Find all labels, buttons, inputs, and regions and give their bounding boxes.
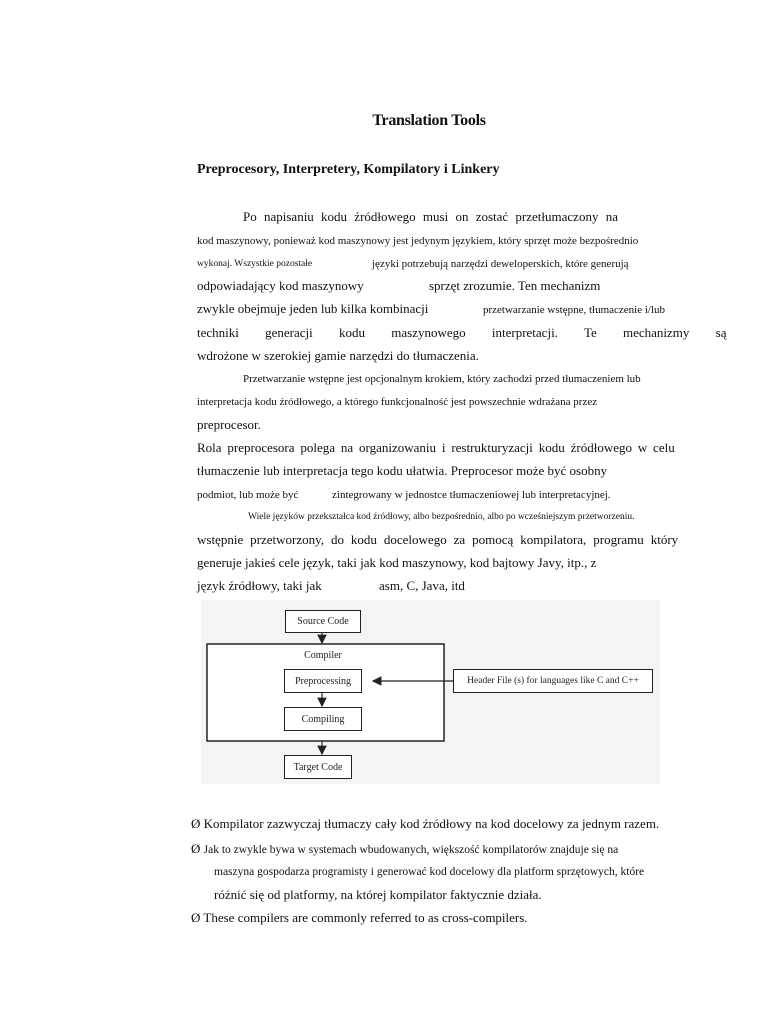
p3-line-3a: podmiot, lub może być: [197, 489, 299, 501]
compiling-box: Compiling: [284, 707, 362, 731]
text: Po napisaniu kodu źródłowego musi on zostać przetłumaczony na: [243, 209, 618, 224]
bullet-text: These compilers are commonly referred to as cross-compilers.: [203, 910, 528, 925]
p1-line-3b: języki potrzebują narzędzi deweloperskich, które generują: [372, 258, 629, 270]
p3-line-2: tłumaczenie lub interpretacja tego kodu ułatwia. Preprocesor może być osobny: [197, 463, 608, 478]
bullet-symbol: Ø: [191, 910, 201, 925]
p2-line-1: Przetwarzanie wstępne jest opcjonalnym krokiem, który zachodzi przed tłumaczeniem lub: [243, 373, 641, 385]
section-heading: Preprocesory, Interpretery, Kompilatory i Linkery: [197, 162, 500, 177]
p1-line-2: kod maszynowy, ponieważ kod maszynowy jest jedynym językiem, który sprzęt może bezpośrednio: [197, 235, 639, 247]
p4-line-4b: asm, C, Java, itd: [379, 578, 465, 593]
p4-line-2: wstępnie przetworzony, do kodu docelowego za pomocą kompilatora, programu który: [197, 532, 679, 547]
p2-line-2: interpretacja kodu źródłowego, a którego funkcjonalność jest powszechnie wdrażana przez: [197, 396, 598, 408]
p4-line-4a: język źródłowy, taki jak: [197, 578, 322, 593]
p1-line-5a: zwykle obejmuje jeden lub kilka kombinacji: [197, 301, 429, 316]
p4-line-3: generuje jakieś cele język, taki jak kod maszynowy, kod bajtowy Javy, itp., z: [197, 555, 597, 570]
preprocessing-box: Preprocessing: [284, 669, 362, 693]
p1-line-4a: odpowiadający kod maszynowy: [197, 278, 364, 293]
p1-line-3a: wykonaj. Wszystkie pozostałe: [197, 259, 313, 269]
bullet-1: [191, 816, 659, 832]
bullet-symbol: Ø: [191, 816, 201, 831]
p1-line-4b: sprzęt zrozumie. Ten mechanizm: [429, 278, 601, 293]
bullet-text: Jak to zwykle bywa w systemach wbudowanych, większość kompilatorów znajduje się na: [203, 844, 619, 856]
p2-line-3: preprocesor.: [197, 417, 261, 432]
p1-line-7: wdrożone w szerokiej gamie narzędzi do tłumaczenia.: [197, 348, 479, 363]
compiler-diagram: [201, 600, 660, 784]
p1-line-5b: przetwarzanie wstępne, tłumaczenie i/lub: [483, 304, 666, 316]
bullet-symbol: Ø: [191, 841, 201, 856]
bullet-2: [191, 841, 618, 857]
bullet-text: Kompilator zazwyczaj tłumaczy cały kod źródłowy na kod docelowy za jednym razem.: [203, 816, 660, 831]
target-code-box: Target Code: [284, 755, 352, 779]
bullet-3: [191, 910, 528, 926]
p4-line-1: Wiele języków przekształca kod źródłowy, albo bezpośrednio, albo po wcześniejszym przetworzeniu.: [248, 512, 635, 522]
bullet-2-line-2: maszyna gospodarza programisty i generować kod docelowy dla platform sprzętowych, które: [214, 866, 645, 878]
p3-line-1: Rola preprocesora polega na organizowaniu i restrukturyzacji kodu źródłowego w celu: [197, 440, 675, 455]
p1-line-6: techniki generacji kodu maszynowego interpretacji. Te mechanizmy są: [197, 325, 727, 340]
page-title: Translation Tools: [372, 112, 486, 129]
bullet-2-line-3: różnić się od platformy, na której kompilator faktycznie działa.: [214, 887, 542, 902]
p1-line-1: [243, 209, 642, 225]
header-file-box: Header File (s) for languages like C and C++: [453, 669, 653, 693]
source-code-box: Source Code: [285, 610, 361, 633]
p3-line-3b: zintegrowany w jednostce tłumaczeniowej lub interpretacyjnej.: [332, 489, 611, 501]
compiler-label: Compiler: [304, 650, 342, 661]
